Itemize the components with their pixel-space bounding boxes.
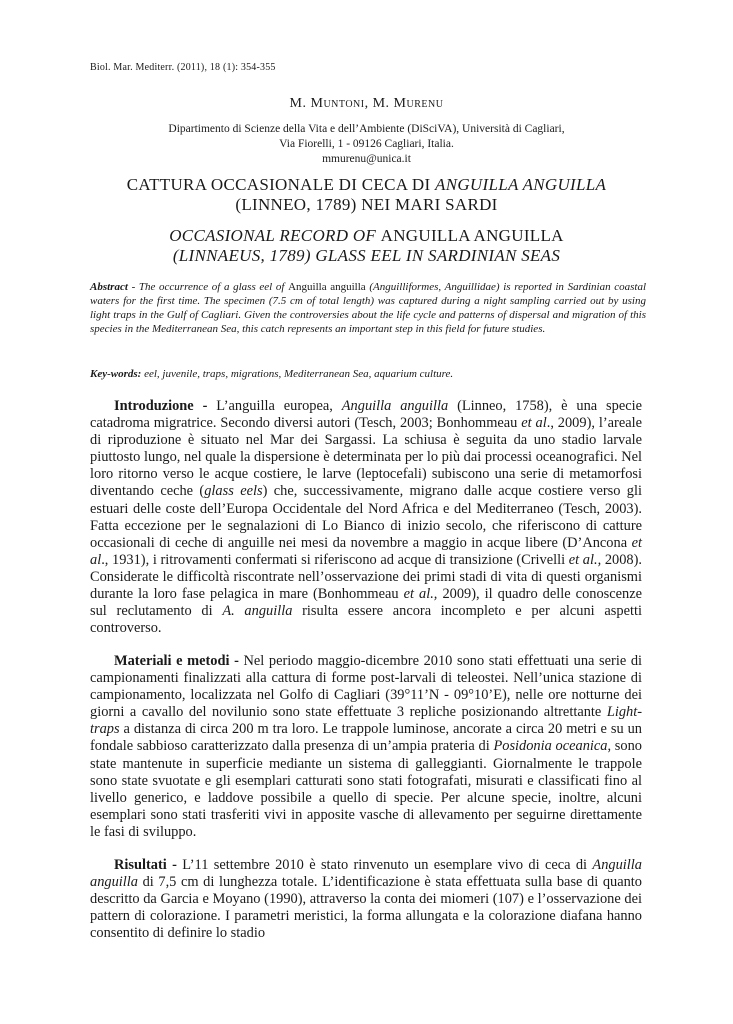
title-english-text: OCCASIONAL RECORD OF bbox=[169, 226, 381, 245]
title-italian-line-2: (LINNEO, 1789) NEI MARI SARDI bbox=[235, 195, 498, 214]
intro-text: 2008). Considerate le difficoltà riscontrate nell’osservazione dei primi stadi di vita di questi organismi durante la loro fase pelagica in mare (Bonhommeau bbox=[90, 551, 643, 603]
title-italian-text: CATTURA OCCASIONALE DI CECA DI bbox=[126, 175, 436, 194]
intro-text: L’anguilla europea, bbox=[207, 398, 342, 414]
intro-text: risulta essere ancora incompleto e per alcuni aspetti controverso. bbox=[90, 603, 642, 637]
affiliation-line-1: Dipartimento di Scienze della Vita e dell’Ambiente (DiSciVA), Università di Cagliari, bbox=[168, 123, 565, 135]
intro-text: ., 2009), l’areale di riproduzione è situato nel Mar dei Sargassi. La schiusa è seguita da uno stadio larvale piuttosto lungo, nel quale la dispersione è determinata per lo più dai processi oceanografici. Nel loro ritorno verso le acque costiere, le larve (leptocefali) subiscono una serie di metamorfosi diventando ceche ( bbox=[90, 415, 642, 500]
intro-text: 2009), il quadro delle conoscenze sul reclutamento di bbox=[90, 586, 642, 620]
introduction-section bbox=[90, 398, 642, 637]
title-english-species: ANGUILLA ANGUILLA bbox=[380, 226, 564, 245]
keywords-label: Key-words: bbox=[90, 368, 142, 380]
abstract-text-1: - The occurrence of a glass eel of bbox=[127, 281, 289, 293]
methods-text: , sono state mantenute in superficie mediante un sistema di galleggianti. Giornalmente le trappole sono state svuotate e gli esemplari catturati sono stati fotografati, misurati e classificati fino al livello generico, e laddove possibile a quello di specie. Per alcune specie, inoltre, alcuni esemplari sono stati trasferiti vivi in apposite vasche di allevamento per seguirne direttamente le fasi di sviluppo. bbox=[90, 738, 642, 840]
methods-italic: Posidonia oceanica bbox=[493, 738, 608, 755]
results-section bbox=[90, 857, 642, 942]
affiliation bbox=[0, 122, 733, 167]
results-heading: Risultati - bbox=[114, 857, 177, 873]
intro-italic: A. anguilla bbox=[222, 603, 293, 620]
methods-text: Nel periodo maggio-dicembre 2010 sono stati effettuati una serie di campionamenti finalizzati alla cattura di forme post-larvali di teleostei. Nell’unica stazione di campionamento, localizzata nel Golfo di Cagliari (39°11’N - 09°10’E), nelle ore notturne dei giorni a cavallo del novilunio sono state effettuate 3 repliche posizionando altrettante bbox=[90, 653, 643, 721]
intro-text: ., 1931), i ritrovamenti confermati si riferiscono ad acque di transizione (Crivelli bbox=[101, 551, 569, 568]
title-italian bbox=[0, 175, 733, 215]
methods-section bbox=[90, 653, 642, 841]
title-english bbox=[0, 226, 733, 266]
methods-text: a distanza di circa 200 m tra loro. Le trappole luminose, ancorate a circa 20 metri e su un fondale sabbioso caratterizzato dalla presenza di un’ampia prateria di bbox=[90, 721, 642, 755]
affiliation-email: mmurenu@unica.it bbox=[322, 153, 411, 165]
abstract-species: Anguilla anguilla bbox=[288, 281, 366, 293]
title-english-line-2-text: (LINNAEUS, 1789) GLASS EEL IN SARDINIAN SEAS bbox=[172, 246, 561, 265]
journal-reference: Biol. Mar. Mediterr. (2011), 18 (1): 354-355 bbox=[90, 62, 276, 73]
keywords bbox=[90, 367, 646, 381]
methods-italic: Light-traps bbox=[90, 704, 642, 738]
abstract-text-2: (Anguilliformes, Anguillidae) is reported in Sardinian coastal waters for the first time. The specimen (7.5 cm of total length) was captured during a night sampling carried out by using light traps in the Gulf of Cagliari. Given the controversies about the life cycle and patterns of dispersal and migration of this species in the Mediterranean Sea, this catch represents an important step in this field for future studies. bbox=[90, 281, 646, 335]
results-text: L’11 settembre 2010 è stato rinvenuto un esemplare vivo di ceca di bbox=[176, 857, 593, 873]
affiliation-line-2: Via Fiorelli, 1 - 09126 Cagliari, Italia. bbox=[279, 138, 454, 150]
title-english-line-2 bbox=[0, 246, 733, 266]
abstract-label: Abstract bbox=[90, 281, 128, 293]
intro-italic: et al bbox=[90, 534, 642, 568]
intro-italic: et al., bbox=[403, 586, 438, 603]
methods-heading: Materiali e metodi - bbox=[114, 653, 239, 669]
intro-italic: et al., bbox=[568, 551, 602, 568]
title-italian-species: ANGUILLA ANGUILLA bbox=[435, 175, 607, 194]
results-text: di 7,5 cm di lunghezza totale. L’identificazione è stata effettuata sulla base di quanto descritto da Garcia e Moyano (1990), attraverso la conta dei miomeri (107) e l’osservazione dei pattern di colorazione. I parametri meristici, la forma allungata e la colorazione diafana hanno consentito di definire lo stadio bbox=[90, 874, 642, 942]
results-italic: Anguilla anguilla bbox=[90, 857, 642, 891]
title-english-line-1 bbox=[0, 226, 733, 246]
title-italian-line-1 bbox=[0, 175, 733, 195]
intro-italic: glass eels bbox=[204, 483, 263, 500]
intro-text: ) che, successivamente, migrano dalle acque costiere verso gli estuari delle coste dell’Europa Occidentale del Nord Africa e del Mediterraneo (Tesch, 2003). Fatta eccezione per le segnalazioni di Lo Bianco di inizio secolo, che riferiscono di catture occasionali di ceche di anguille nei mesi da novembre a maggio in acque libere (D’Ancona bbox=[90, 483, 642, 551]
authors: M. Muntoni, M. Murenu bbox=[289, 96, 444, 111]
introduction-heading: Introduzione - bbox=[114, 398, 208, 414]
intro-italic: et al bbox=[521, 415, 547, 432]
keywords-text: eel, juvenile, traps, migrations, Mediterranean Sea, aquarium culture. bbox=[141, 368, 454, 380]
intro-text: (Linneo, 1758), è una specie catadroma migratrice. Secondo diversi autori (Tesch, 2003; Bonhommeau bbox=[90, 398, 643, 432]
intro-italic: Anguilla anguilla bbox=[341, 398, 449, 414]
abstract bbox=[90, 280, 646, 336]
